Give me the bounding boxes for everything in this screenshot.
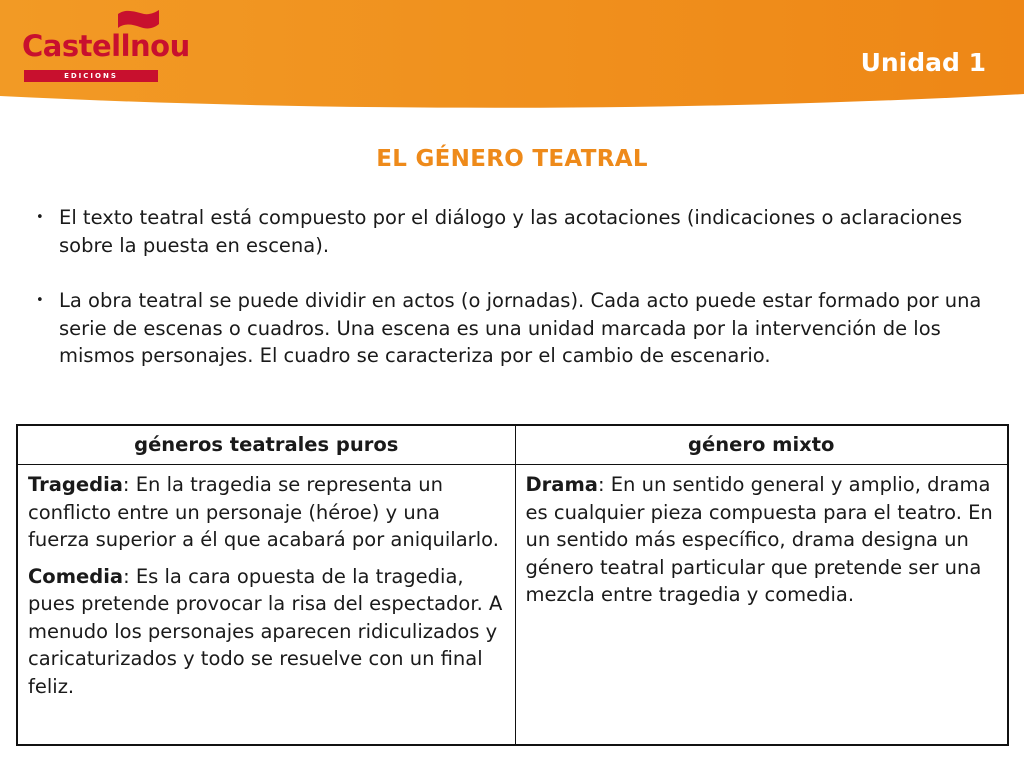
genres-table — [16, 424, 1009, 746]
logo-subtitle: EDICIONS — [24, 70, 158, 82]
table-row — [17, 465, 1008, 746]
genre-definition: : En un sentido general y amplio, drama es cualquier pieza compuesta para el teatro. En un sentido más específico, drama designa un género teatral particular que pretende ser una mezcla entre tragedia y comedia. — [525, 473, 993, 606]
castellnou-logo — [22, 8, 190, 80]
header-pure-genres: géneros teatrales puros — [17, 425, 515, 465]
bullet-item: • La obra teatral se puede dividir en actos (o jornadas). Cada acto puede estar formado por una serie de escenas o cuadros. Una escena es una unidad marcada por la intervención de los mismos personajes. El cuadro se caracteriza por el cambio de escenario. — [36, 287, 996, 370]
logo-wordmark: Castellnou — [22, 29, 190, 63]
genre-term: Tragedia — [28, 473, 123, 496]
page-title: EL GÉNERO TEATRAL — [376, 146, 648, 172]
genre-term: Comedia — [28, 564, 124, 588]
tragedy-paragraph — [28, 471, 506, 554]
pure-genres-cell — [17, 465, 515, 746]
bullet-list — [36, 204, 996, 370]
genre-definition: : Es la cara opuesta de la tragedia, pues pretende provocar la risa del espectador. A menudo los personajes aparecen ridiculizados y caricaturizados y todo se resuelve con un final feliz. — [28, 564, 503, 698]
comedy-paragraph — [28, 563, 506, 701]
genre-definition: : En la tragedia se representa un conflicto entre un personaje (héroe) y una fuerza superior a él que acabará por aniquilarlo. — [28, 473, 499, 551]
genre-term: Drama — [525, 473, 598, 496]
unit-label: Unidad 1 — [860, 48, 986, 77]
bullet-item: • El texto teatral está compuesto por el diálogo y las acotaciones (indicaciones o aclaraciones sobre la puesta en escena). — [36, 204, 996, 259]
mixed-genre-cell — [515, 465, 1008, 746]
table-header-row — [17, 425, 1008, 465]
header-mixed-genre: género mixto — [515, 425, 1008, 465]
drama-paragraph — [526, 471, 999, 609]
